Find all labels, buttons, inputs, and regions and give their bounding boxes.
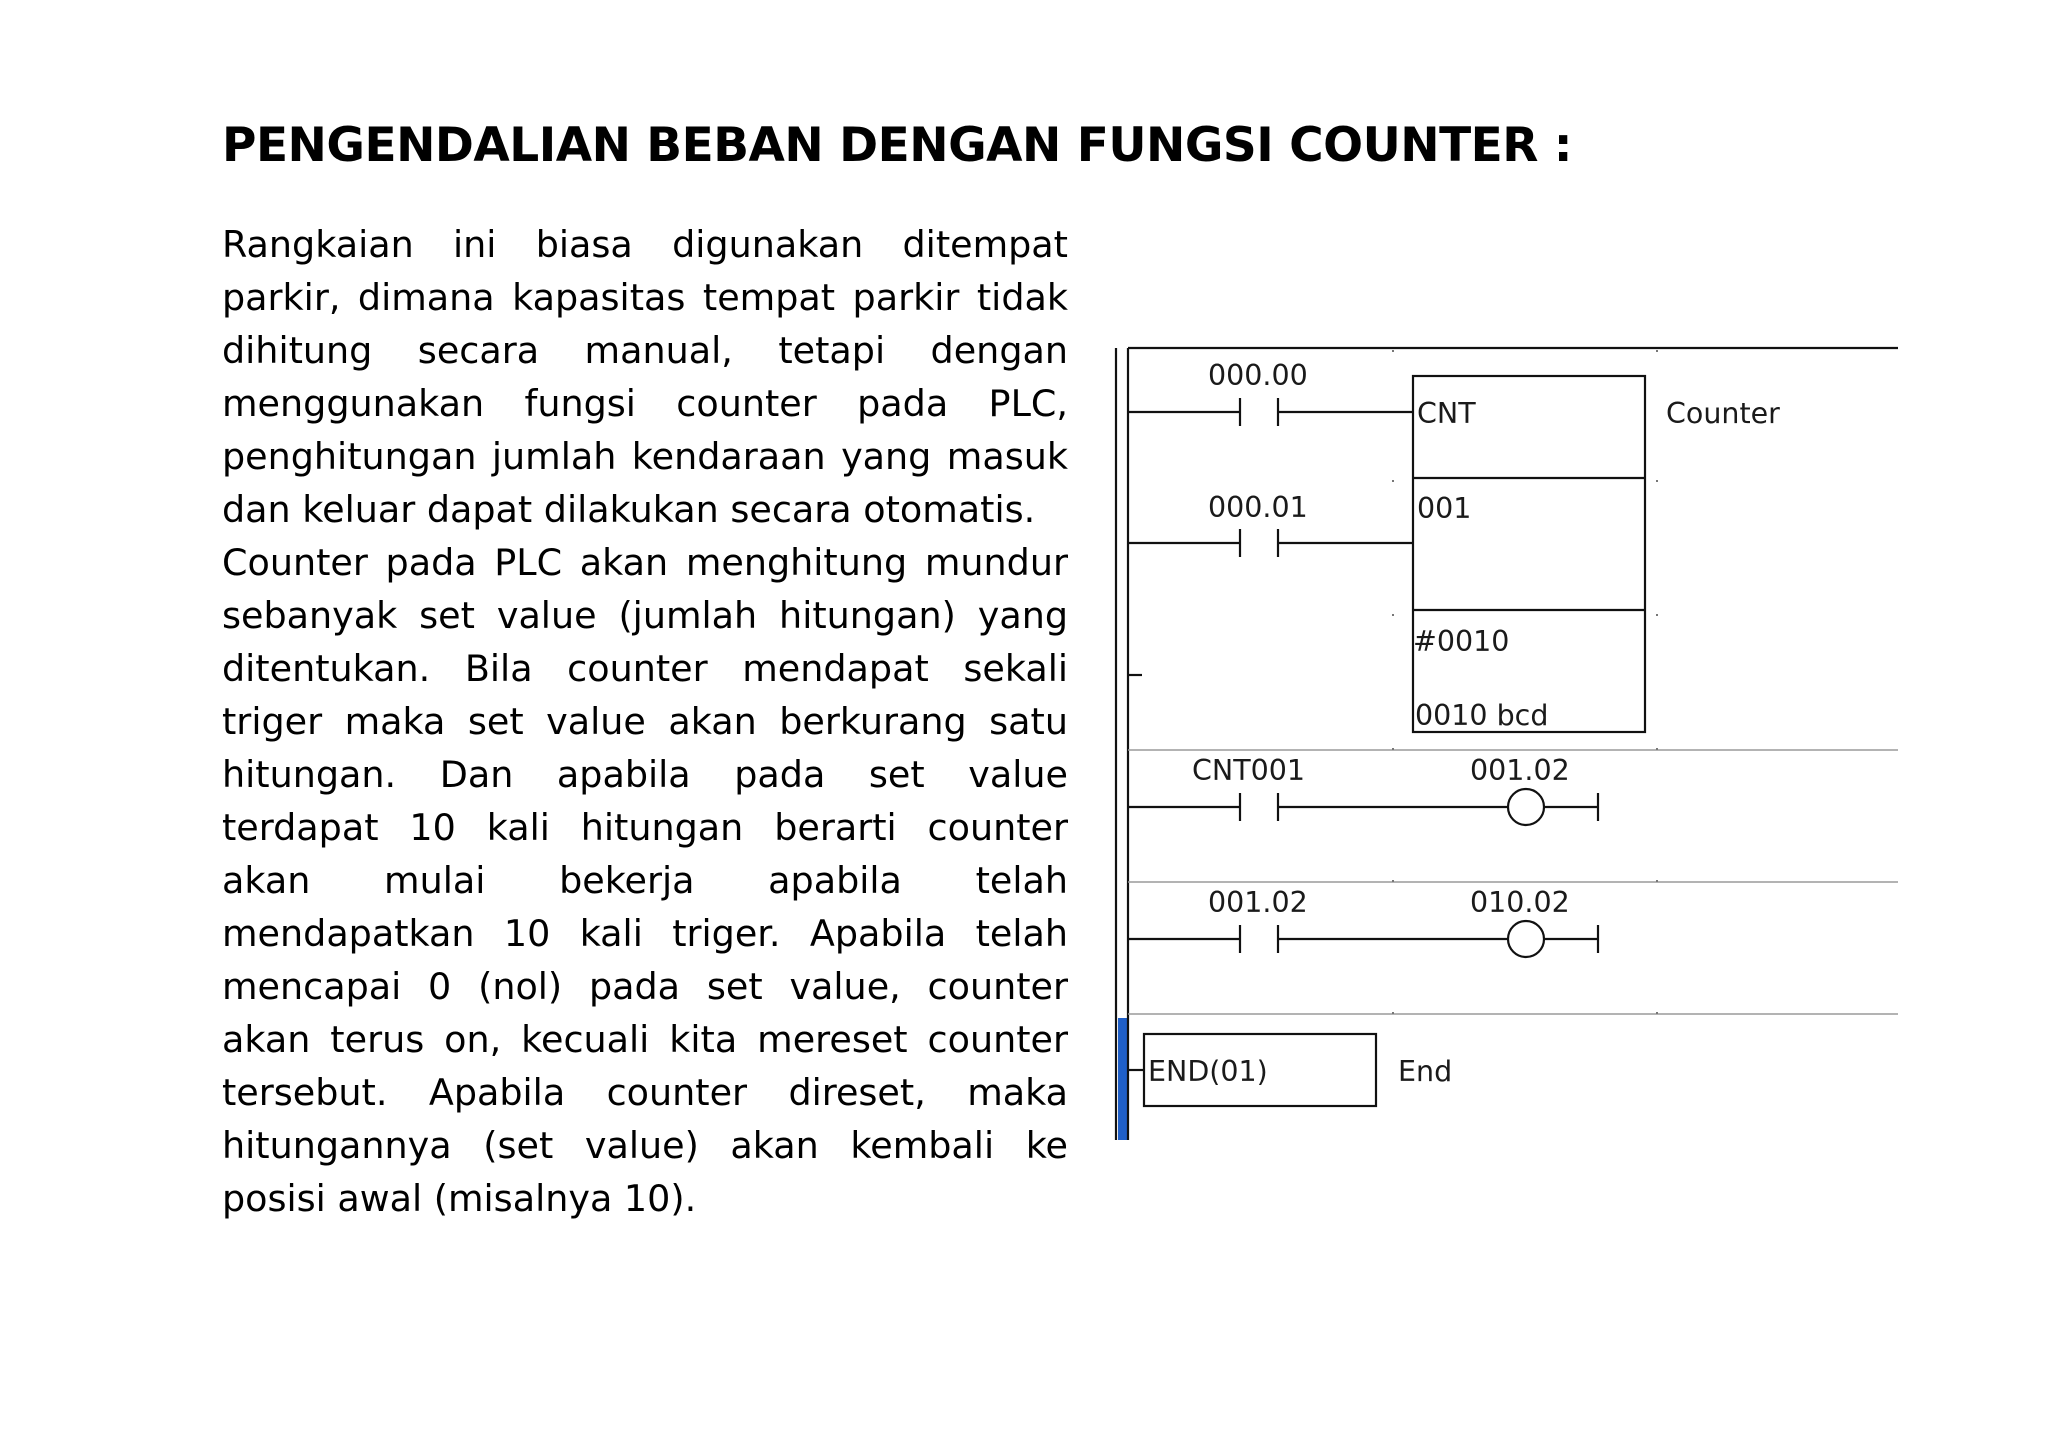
ladder-diagram: [1108, 330, 1898, 1130]
coil-010-02-label: 010.02: [1470, 886, 1570, 919]
end-comment: End: [1398, 1055, 1453, 1088]
body-text: [222, 218, 1068, 1225]
page-title: [222, 118, 1622, 173]
coil-001-02-label: 001.02: [1470, 754, 1570, 787]
contact-000-01-label: 000.01: [1208, 491, 1308, 524]
counter-number: 001: [1417, 492, 1472, 525]
contact-000-00-label: 000.00: [1208, 359, 1308, 392]
counter-set-value: #0010: [1413, 625, 1510, 658]
coil-010-02: [1508, 921, 1544, 957]
paragraph-counter-explanation: Counter pada PLC akan menghitung mundur sebanyak set value (jumlah hitungan) yang ditentukan. Bila counter mendapat sekali triger maka set value akan berkurang satu hitungan. Dan apabila pada set value terdapat 10 kali hitungan berarti counter akan mulai bekerja apabila telah mendapatkan 10 kali triger. Apabila telah mencapai 0 (nol) pada set value, counter akan terus on, kecuali kita mereset counter tersebut. Apabila counter direset, maka hitungannya (set value) akan kembali ke posisi awal (misalnya 10).: [222, 541, 1068, 1220]
title-colon: :: [1553, 118, 1573, 173]
counter-instruction: CNT: [1417, 397, 1476, 430]
coil-001-02: [1508, 789, 1544, 825]
counter-set-value-bcd: 0010 bcd: [1415, 699, 1549, 732]
paragraph-intro: Rangkaian ini biasa digunakan ditempat parkir, dimana kapasitas tempat parkir tidak dihitung secara manual, tetapi dengan menggunakan fungsi counter pada PLC, penghitungan jumlah kendaraan yang masuk dan keluar dapat dilakukan secara otomatis.: [222, 223, 1068, 531]
end-instruction: END(01): [1148, 1055, 1268, 1088]
contact-001-02-label: 001.02: [1208, 886, 1308, 919]
counter-comment: Counter: [1666, 397, 1780, 430]
contact-cnt001-label: CNT001: [1192, 754, 1306, 787]
title-text: PENGENDALIAN BEBAN DENGAN FUNGSI COUNTER: [222, 118, 1538, 173]
